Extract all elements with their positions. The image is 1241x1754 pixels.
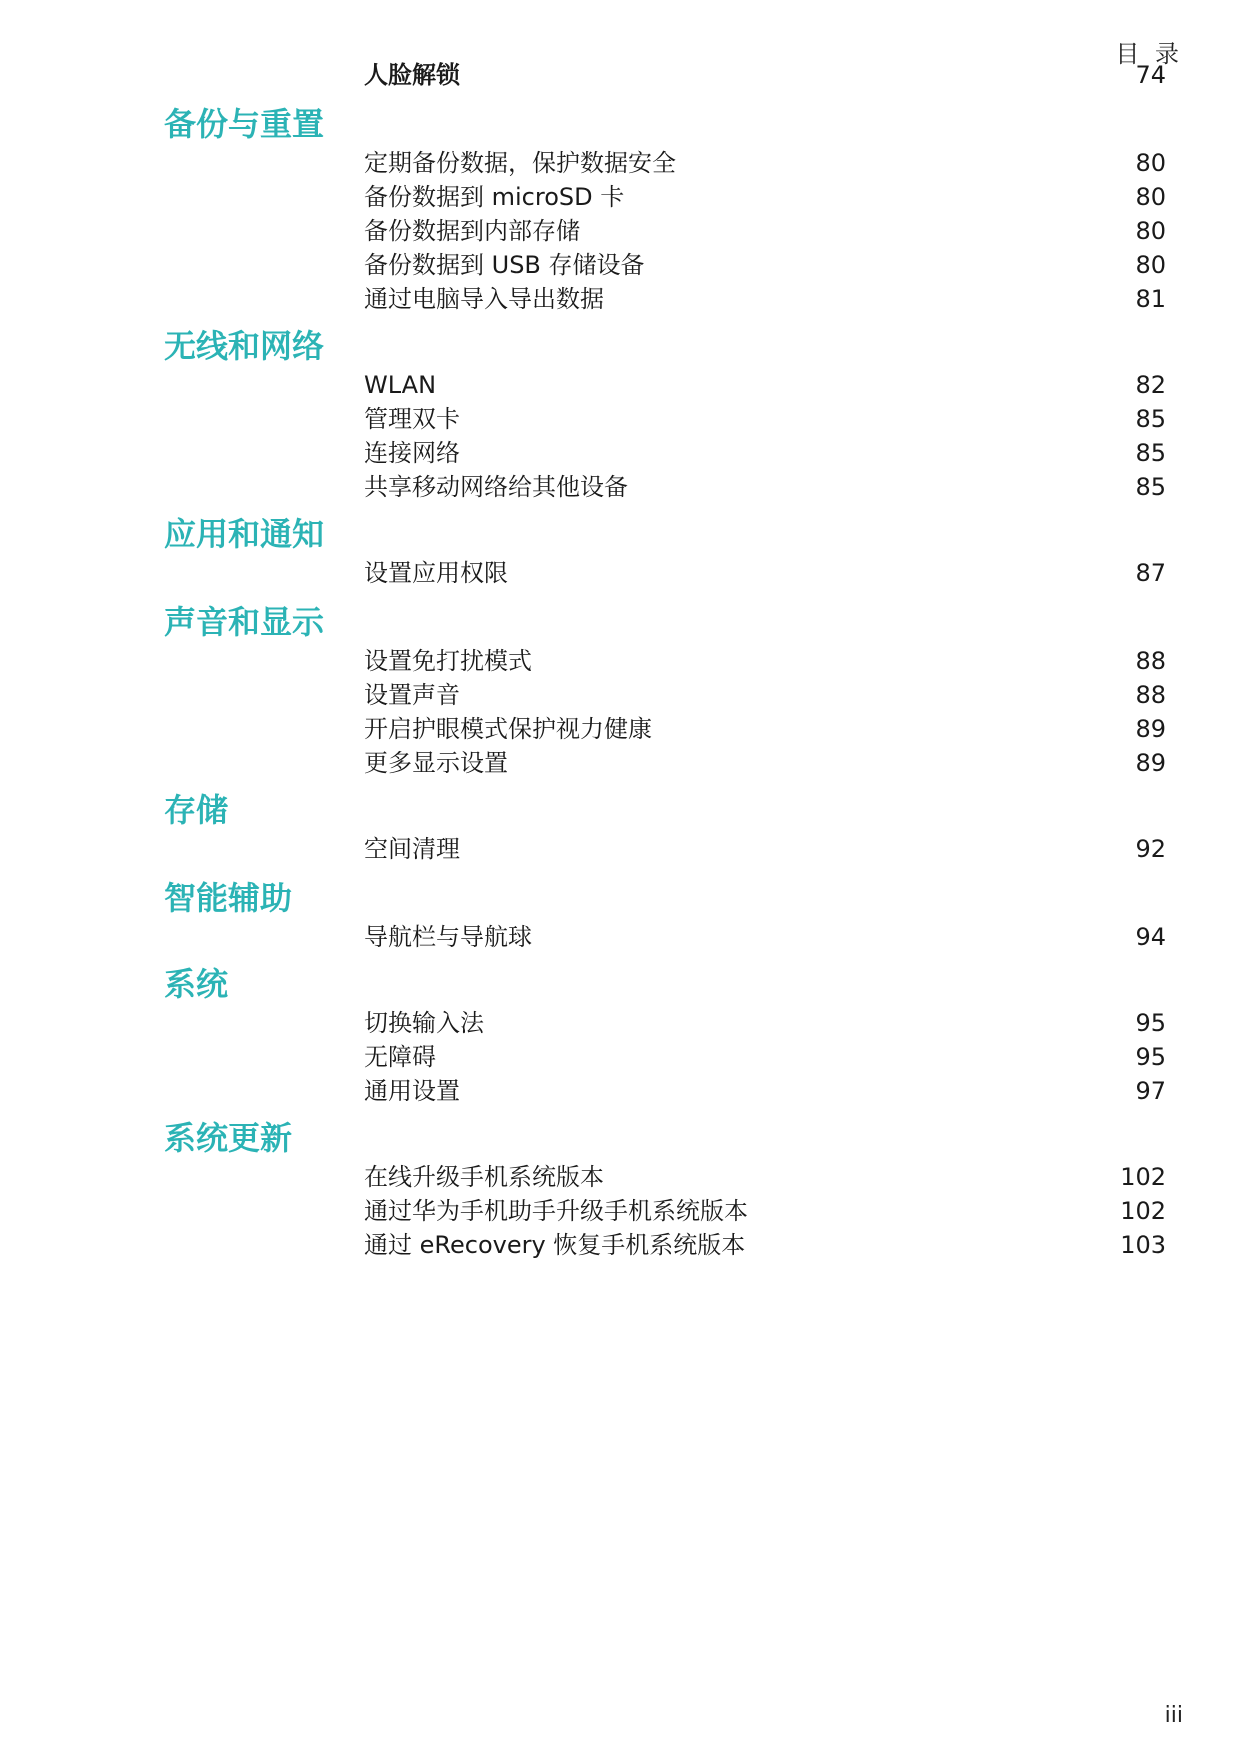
toc-entry[interactable] xyxy=(364,746,1166,780)
toc-section-heading: 系统更新 xyxy=(164,1119,293,1157)
toc-entry-title: 备份数据到内部存储 xyxy=(364,217,580,245)
toc-entry[interactable] xyxy=(364,644,1166,678)
toc-entry[interactable] xyxy=(364,402,1166,436)
toc-entry-page-number: 80 xyxy=(1135,149,1166,177)
toc-section-heading: 存储 xyxy=(164,791,229,829)
toc-entry-page-number: 102 xyxy=(1120,1163,1166,1191)
toc-entry[interactable] xyxy=(364,1040,1166,1074)
toc-entry[interactable] xyxy=(364,556,1166,590)
toc-entry-title: 人脸解锁 xyxy=(364,61,460,89)
toc-entry-title: 通过华为手机助手升级手机系统版本 xyxy=(364,1197,748,1225)
toc-entry-page-number: 94 xyxy=(1135,923,1166,951)
toc-entry-title: 设置应用权限 xyxy=(364,559,508,587)
toc-entry-page-number: 89 xyxy=(1135,749,1166,777)
toc-entry-page-number: 81 xyxy=(1135,285,1166,313)
toc-section-heading: 应用和通知 xyxy=(164,515,325,553)
toc-entry-page-number: 74 xyxy=(1135,61,1166,89)
toc-entry-title: 切换输入法 xyxy=(364,1009,484,1037)
toc-entry-page-number: 97 xyxy=(1135,1077,1166,1105)
toc-entry[interactable] xyxy=(364,248,1166,282)
toc-entry-page-number: 87 xyxy=(1135,559,1166,587)
toc-entry-title: 无障碍 xyxy=(364,1043,436,1071)
toc-section-heading: 备份与重置 xyxy=(164,105,325,143)
toc-entry[interactable] xyxy=(364,1006,1166,1040)
toc-entry-page-number: 85 xyxy=(1135,473,1166,501)
page-number: iii xyxy=(1164,1703,1183,1728)
toc-entry-title: 管理双卡 xyxy=(364,405,460,433)
toc-entry[interactable] xyxy=(364,1228,1166,1262)
toc-section-heading: 智能辅助 xyxy=(164,879,293,917)
toc-entry-page-number: 95 xyxy=(1135,1043,1166,1071)
toc-section-heading: 声音和显示 xyxy=(164,603,325,641)
toc-entry-title: 在线升级手机系统版本 xyxy=(364,1163,604,1191)
toc-entry-title: 通用设置 xyxy=(364,1077,460,1105)
toc-entry-title: 通过电脑导入导出数据 xyxy=(364,285,604,313)
toc-entry[interactable] xyxy=(364,712,1166,746)
toc-entry[interactable] xyxy=(364,368,1166,402)
running-header: 目 录 xyxy=(1115,40,1183,68)
toc-entry[interactable] xyxy=(364,920,1166,954)
toc-entry-page-number: 95 xyxy=(1135,1009,1166,1037)
toc-entry-title: 连接网络 xyxy=(364,439,460,467)
toc-entry-title: 导航栏与导航球 xyxy=(364,923,532,951)
toc-entry-title: 空间清理 xyxy=(364,835,460,863)
toc-entry[interactable] xyxy=(364,1194,1166,1228)
toc-entry-title: 定期备份数据，保护数据安全 xyxy=(364,149,676,177)
toc-entry[interactable] xyxy=(364,214,1166,248)
toc-entry-title: 备份数据到 USB 存储设备 xyxy=(364,251,645,279)
toc-entry-page-number: 92 xyxy=(1135,835,1166,863)
toc-entry-page-number: 85 xyxy=(1135,405,1166,433)
toc-entry[interactable] xyxy=(364,832,1166,866)
toc-entry[interactable] xyxy=(364,470,1166,504)
toc-entry[interactable] xyxy=(364,1074,1166,1108)
toc-entry-title: 设置声音 xyxy=(364,681,460,709)
toc-entry-page-number: 102 xyxy=(1120,1197,1166,1225)
toc-entry-title: 更多显示设置 xyxy=(364,749,508,777)
toc-entry-title: 设置免打扰模式 xyxy=(364,647,532,675)
toc-entry-page-number: 88 xyxy=(1135,681,1166,709)
toc-entry-page-number: 80 xyxy=(1135,217,1166,245)
toc-entry[interactable] xyxy=(364,180,1166,214)
toc-entry[interactable] xyxy=(364,58,1166,92)
toc-entry[interactable] xyxy=(364,146,1166,180)
toc-entry-title: WLAN xyxy=(364,371,437,399)
toc-section-heading: 无线和网络 xyxy=(164,327,325,365)
toc-entry-page-number: 103 xyxy=(1120,1231,1166,1259)
toc-entry-title: 通过 eRecovery 恢复手机系统版本 xyxy=(364,1231,746,1259)
toc-entry-page-number: 80 xyxy=(1135,183,1166,211)
toc-entry-page-number: 82 xyxy=(1135,371,1166,399)
toc-entry-title: 备份数据到 microSD 卡 xyxy=(364,183,625,211)
toc-entry[interactable] xyxy=(364,282,1166,316)
toc-entry-title: 开启护眼模式保护视力健康 xyxy=(364,715,652,743)
toc-entry-page-number: 89 xyxy=(1135,715,1166,743)
toc-section-heading: 系统 xyxy=(164,965,229,1003)
toc-entry-page-number: 88 xyxy=(1135,647,1166,675)
toc-entry[interactable] xyxy=(364,436,1166,470)
toc-entry[interactable] xyxy=(364,1160,1166,1194)
toc-entry-page-number: 85 xyxy=(1135,439,1166,467)
toc-entry[interactable] xyxy=(364,678,1166,712)
toc-entry-title: 共享移动网络给其他设备 xyxy=(364,473,628,501)
toc-entry-page-number: 80 xyxy=(1135,251,1166,279)
